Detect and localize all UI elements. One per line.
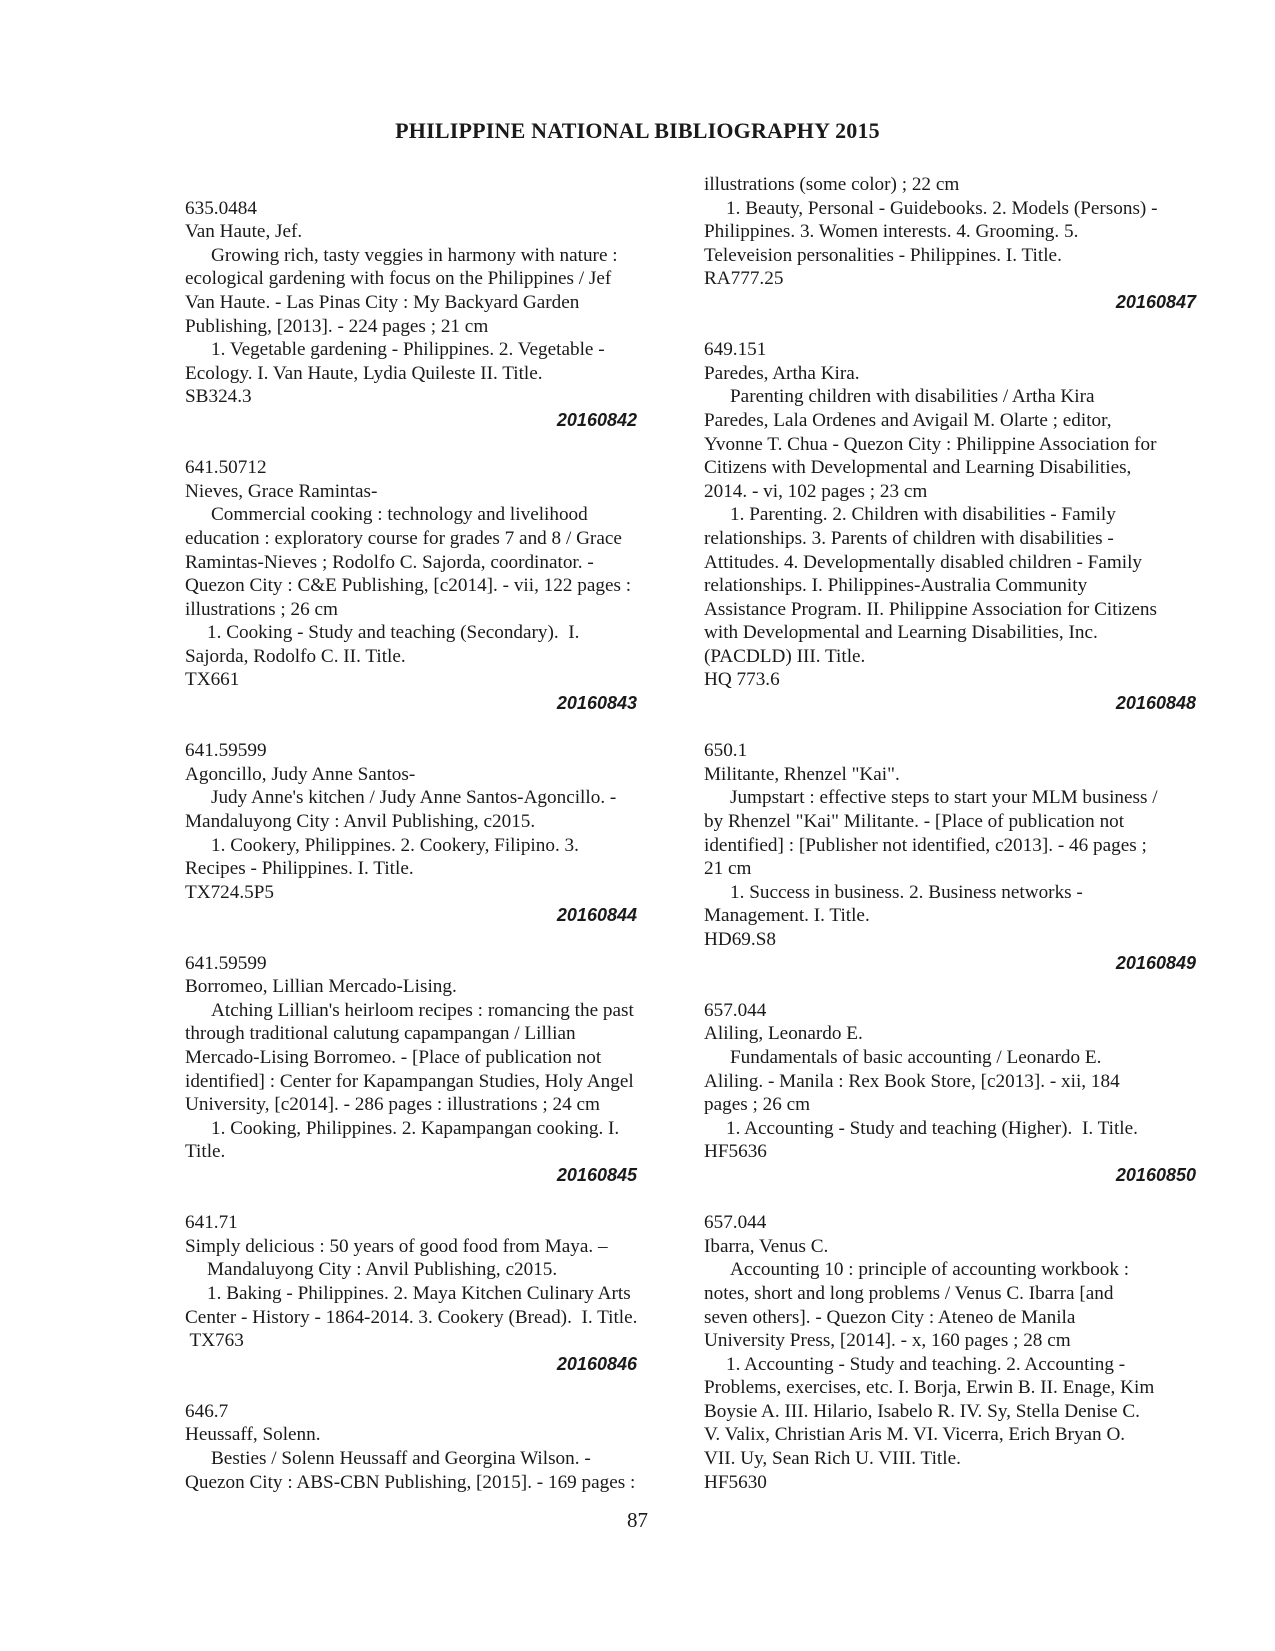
- subjects: relationships. I. Philippines-Australia Community: [704, 575, 1088, 597]
- subjects: 1. Vegetable gardening - Philippines. 2. Vegetable -: [211, 339, 605, 361]
- subjects: Center - History - 1864-2014. 3. Cookery (Bread). I. Title.: [185, 1306, 638, 1328]
- title-statement: Mercado-Lising Borromeo. - [Place of publication not: [185, 1046, 602, 1068]
- call-number: 641.71: [185, 1212, 238, 1234]
- subjects: Boysie A. III. Hilario, Isabelo R. IV. Sy, Stella Denise C.: [704, 1400, 1140, 1422]
- subjects: VII. Uy, Sean Rich U. VIII. Title.: [704, 1448, 961, 1470]
- call-number: 641.59599: [185, 952, 267, 974]
- title-statement: Simply delicious : 50 years of good food from Maya. –: [185, 1235, 608, 1257]
- subjects: 1. Beauty, Personal - Guidebooks. 2. Models (Persons) -: [726, 197, 1158, 219]
- title-statement: identified] : Center for Kapampangan Studies, Holy Angel: [185, 1070, 634, 1092]
- accession-number: 20160849: [1115, 952, 1196, 973]
- subjects: 1. Accounting - Study and teaching. 2. Accounting -: [726, 1353, 1126, 1375]
- author: Nieves, Grace Ramintas-: [185, 480, 378, 502]
- title-statement: Van Haute. - Las Pinas City : My Backyard Garden: [185, 291, 580, 313]
- blank-line: [185, 1376, 637, 1400]
- author: Heussaff, Solenn.: [185, 1424, 321, 1446]
- title-statement: notes, short and long problems / Venus C. Ibarra [and: [704, 1282, 1114, 1304]
- accession-number: 20160848: [1115, 693, 1196, 714]
- blank-line: [185, 716, 637, 740]
- subjects: Title.: [185, 1141, 226, 1163]
- classification: TX763: [185, 1330, 244, 1352]
- title-statement: Fundamentals of basic accounting / Leonardo E.: [730, 1046, 1102, 1068]
- subjects: Problems, exercises, etc. I. Borja, Erwin B. II. Enage, Kim: [704, 1377, 1155, 1399]
- author: Militante, Rhenzel "Kai".: [704, 763, 900, 785]
- title-statement: Judy Anne's kitchen / Judy Anne Santos-Agoncillo. -: [211, 787, 617, 809]
- author: Borromeo, Lillian Mercado-Lising.: [185, 976, 457, 998]
- classification: RA777.25: [704, 268, 784, 290]
- subjects: Ecology. I. Van Haute, Lydia Quileste II. Title.: [185, 362, 543, 384]
- call-number: 649.151: [704, 339, 767, 361]
- classification: TX724.5P5: [185, 881, 275, 903]
- title-statement: 2014. - vi, 102 pages ; 23 cm: [704, 480, 928, 502]
- accession-number: 20160844: [556, 905, 637, 926]
- call-number: 646.7: [185, 1400, 229, 1422]
- blank-line: [185, 173, 637, 197]
- call-number: 641.50712: [185, 457, 267, 479]
- subjects: 1. Cooking - Study and teaching (Secondary). I.: [207, 622, 580, 644]
- title-statement: Quezon City : ABS-CBN Publishing, [2015]. - 169 pages :: [185, 1471, 636, 1493]
- title-statement: pages ; 26 cm: [704, 1094, 811, 1116]
- subjects: 1. Success in business. 2. Business networks -: [730, 881, 1083, 903]
- call-number: 657.044: [704, 999, 767, 1021]
- subjects: Televeision personalities - Philippines. I. Title.: [704, 244, 1062, 266]
- call-number: 650.1: [704, 740, 748, 762]
- classification: TX661: [185, 669, 240, 691]
- title-statement: Mandaluyong City : Anvil Publishing, c2015.: [207, 1259, 558, 1281]
- author: Van Haute, Jef.: [185, 221, 303, 243]
- classification: HD69.S8: [704, 929, 776, 950]
- accession-number: 20160846: [556, 1353, 637, 1374]
- left-column: [185, 173, 637, 1494]
- title-statement: Growing rich, tasty veggies in harmony with nature :: [211, 244, 618, 266]
- author: Ibarra, Venus C.: [704, 1235, 829, 1257]
- title-statement: Citizens with Developmental and Learning Disabilities,: [704, 457, 1132, 479]
- blank-line: [704, 1188, 1196, 1212]
- title-statement: Besties / Solenn Heussaff and Georgina Wilson. -: [211, 1448, 591, 1470]
- classification: HF5636: [704, 1141, 767, 1163]
- subjects: Sajorda, Rodolfo C. II. Title.: [185, 645, 406, 667]
- author: Aliling, Leonardo E.: [704, 1023, 863, 1045]
- subjects: Management. I. Title.: [704, 905, 870, 927]
- author: Paredes, Artha Kira.: [704, 362, 860, 384]
- call-number: 635.0484: [185, 197, 257, 219]
- title-statement: seven others]. - Quezon City : Ateneo de Manila: [704, 1306, 1076, 1328]
- subjects: 1. Cooking, Philippines. 2. Kapampangan cooking. I.: [211, 1117, 620, 1139]
- subjects: 1. Parenting. 2. Children with disabilities - Family: [730, 504, 1116, 526]
- title-statement: education : exploratory course for grades 7 and 8 / Grace: [185, 527, 622, 549]
- title-statement: Quezon City : C&E Publishing, [c2014]. - vii, 122 pages :: [185, 575, 632, 597]
- subjects: relationships. 3. Parents of children with disabilities -: [704, 527, 1114, 549]
- subjects: Recipes - Philippines. I. Title.: [185, 858, 414, 880]
- title-statement: Aliling. - Manila : Rex Book Store, [c2013]. - xii, 184: [704, 1070, 1120, 1092]
- blank-line: [185, 928, 637, 952]
- classification: SB324.3: [185, 386, 252, 408]
- subjects: V. Valix, Christian Aris M. VI. Vicerra, Erich Bryan O.: [704, 1424, 1126, 1446]
- title-statement: 21 cm: [704, 858, 752, 880]
- classification: HQ 773.6: [704, 669, 780, 691]
- title-statement: Accounting 10 : principle of accounting workbook :: [730, 1259, 1130, 1281]
- title-statement: Atching Lillian's heirloom recipes : romancing the past: [211, 999, 634, 1021]
- title-statement: Commercial cooking : technology and livelihood: [211, 504, 588, 526]
- title-statement: by Rhenzel "Kai" Militante. - [Place of publication not: [704, 811, 1125, 833]
- call-number: 657.044: [704, 1212, 767, 1234]
- subjects: 1. Baking - Philippines. 2. Maya Kitchen Culinary Arts: [207, 1282, 631, 1304]
- subjects: Assistance Program. II. Philippine Association for Citizens: [704, 598, 1157, 620]
- accession-number: 20160847: [1115, 291, 1196, 312]
- subjects: 1. Accounting - Study and teaching (Higher). I. Title.: [726, 1117, 1138, 1139]
- title-statement: Parenting children with disabilities / Artha Kira: [730, 386, 1095, 408]
- title-statement: Paredes, Lala Ordenes and Avigail M. Olarte ; editor,: [704, 409, 1112, 431]
- accession-number: 20160850: [1115, 1164, 1196, 1185]
- author: Agoncillo, Judy Anne Santos-: [185, 763, 416, 785]
- accession-number: 20160843: [556, 693, 637, 714]
- title-statement: identified] : [Publisher not identified, c2013]. - 46 pages ;: [704, 834, 1147, 856]
- title-statement: University, [c2014]. - 286 pages : illustrations ; 24 cm: [185, 1094, 600, 1116]
- title-statement: Jumpstart : effective steps to start your MLM business /: [730, 787, 1158, 809]
- title-statement: illustrations (some color) ; 22 cm: [704, 174, 960, 195]
- right-column: [704, 173, 1196, 1494]
- blank-line: [704, 716, 1196, 740]
- title-statement: Yvonne T. Chua - Quezon City : Philippine Association for: [704, 433, 1157, 455]
- call-number: 641.59599: [185, 740, 267, 762]
- blank-line: [704, 975, 1196, 999]
- blank-line: [704, 315, 1196, 339]
- subjects: 1. Cookery, Philippines. 2. Cookery, Filipino. 3.: [211, 834, 579, 856]
- blank-line: [185, 1188, 637, 1212]
- subjects: Philippines. 3. Women interests. 4. Grooming. 5.: [704, 221, 1079, 243]
- title-statement: Ramintas-Nieves ; Rodolfo C. Sajorda, coordinator. -: [185, 551, 594, 573]
- accession-number: 20160845: [556, 1164, 637, 1185]
- blank-line: [185, 433, 637, 457]
- title-statement: through traditional calutung capampangan / Lillian: [185, 1023, 576, 1045]
- page-number: 87: [627, 1508, 648, 1532]
- accession-number: 20160842: [556, 409, 637, 430]
- title-statement: University Press, [2014]. - x, 160 pages ; 28 cm: [704, 1330, 1071, 1352]
- title-statement: Mandaluyong City : Anvil Publishing, c2015.: [185, 811, 536, 833]
- subjects: (PACDLD) III. Title.: [704, 645, 866, 667]
- title-statement: illustrations ; 26 cm: [185, 598, 338, 620]
- subjects: with Developmental and Learning Disabilities, Inc.: [704, 622, 1098, 644]
- classification: HF5630: [704, 1471, 767, 1493]
- title-statement: Publishing, [2013]. - 224 pages ; 21 cm: [185, 315, 489, 337]
- title-statement: ecological gardening with focus on the Philippines / Jef: [185, 268, 612, 290]
- page-title: PHILIPPINE NATIONAL BIBLIOGRAPHY 2015: [395, 118, 880, 143]
- subjects: Attitudes. 4. Developmentally disabled children - Family: [704, 551, 1143, 573]
